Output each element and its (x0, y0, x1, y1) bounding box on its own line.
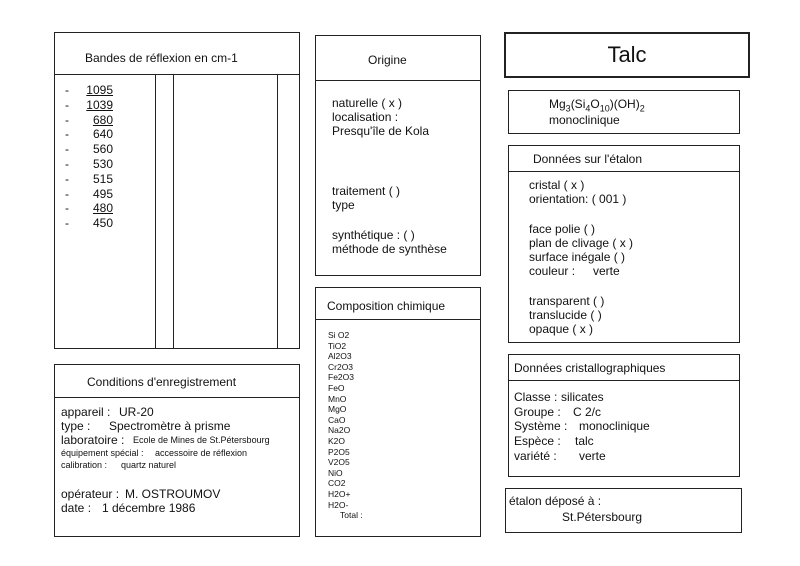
systeme-value: monoclinique (579, 419, 650, 433)
etalon-transparent: transparent ( ) (529, 294, 605, 308)
composition-item: Na2O (328, 425, 351, 436)
band-item (65, 157, 113, 172)
date-label: date : (61, 501, 92, 515)
band-item (65, 113, 113, 128)
band-item (65, 216, 113, 231)
composition-item: MgO (328, 404, 347, 415)
band-dash: - (65, 83, 69, 97)
band-item (65, 142, 113, 157)
origine-localisation-value: Presqu'île de Kola (332, 124, 430, 138)
bands-title: Bandes de réflexion en cm-1 (85, 51, 238, 65)
cristallo-panel (508, 354, 740, 477)
mineral-formula: $Mg_3(Si_4O_{10})(OH)_2$ (549, 97, 645, 114)
band-value: 480 (92, 201, 113, 216)
etalon-title: Données sur l'étalon (533, 152, 643, 166)
type-label: type : (61, 419, 91, 433)
composition-item: Si O2 (328, 330, 350, 340)
composition-title: Composition chimique (327, 299, 446, 313)
groupe-label: Groupe : (514, 405, 561, 419)
calibration-value: quartz naturel (121, 460, 177, 470)
composition-item: MnO (328, 393, 347, 404)
composition-item: FeO (328, 382, 345, 393)
calibration-label: calibration : (61, 460, 108, 470)
variete-label: variété : (514, 449, 557, 463)
laboratoire-value: Ecole de Mines de St.Pétersbourg (133, 435, 270, 445)
cristallo-header (509, 355, 739, 381)
composition-item: H2O+ (328, 488, 351, 499)
classe-label: Classe : (514, 390, 558, 404)
depot-box (505, 488, 742, 533)
groupe-value: C 2/c (573, 405, 602, 419)
bands-header (55, 33, 299, 75)
origine-header (316, 36, 480, 81)
band-value: 495 (92, 186, 113, 201)
origine-synthetique: synthétique : ( ) (332, 228, 415, 242)
band-item (65, 127, 113, 142)
mineral-system: monoclinique (549, 113, 620, 127)
column-divider (173, 75, 174, 348)
variete-value: verte (579, 449, 606, 463)
composition-item: P2O5 (328, 446, 350, 457)
etalon-header (509, 146, 739, 172)
band-value: 450 (92, 216, 113, 231)
etalon-cristal: cristal ( x ) (529, 178, 585, 192)
band-dash: - (65, 186, 69, 201)
composition-item: K2O (328, 435, 346, 446)
etalon-orientation: orientation: ( 001 ) (529, 192, 627, 206)
composition-list (328, 330, 363, 521)
systeme-label: Système : (514, 419, 568, 433)
classe-value: silicates (561, 390, 604, 404)
band-dash: - (65, 142, 69, 157)
depot-label: étalon déposé à : (509, 494, 602, 508)
band-item (65, 172, 113, 187)
band-dash: - (65, 201, 69, 216)
band-dash: - (65, 112, 69, 127)
composition-item: V2O5 (328, 457, 350, 468)
bands-list (65, 83, 113, 231)
origine-type: type (332, 198, 355, 212)
bands-panel (54, 32, 300, 349)
appareil-label: appareil : (61, 405, 111, 419)
origine-naturelle: naturelle ( x ) (332, 96, 403, 110)
band-item (65, 201, 113, 216)
composition-item: NiO (328, 467, 343, 478)
etalon-couleur-label: couleur : (529, 264, 576, 278)
date-value: 1 décembre 1986 (102, 501, 196, 515)
origine-traitement: traitement ( ) (332, 184, 401, 198)
etalon-plan-clivage: plan de clivage ( x ) (529, 236, 634, 250)
band-value: 530 (92, 156, 113, 171)
equipement-value: accessoire de réflexion (155, 448, 248, 458)
mineral-name-box (504, 32, 750, 78)
composition-item: H2O- (328, 499, 349, 510)
band-item (65, 83, 113, 98)
composition-panel (315, 287, 481, 537)
conditions-title: Conditions d'enregistrement (87, 375, 237, 389)
etalon-panel (508, 145, 740, 343)
etalon-surface-inegale: surface inégale ( ) (529, 250, 626, 264)
type-value: Spectromètre à prisme (109, 419, 231, 433)
operateur-label: opérateur : (61, 487, 120, 501)
etalon-opaque: opaque ( x ) (529, 322, 594, 336)
laboratoire-label: laboratoire : (61, 433, 125, 447)
composition-item: CO2 (328, 478, 346, 489)
origine-methode: méthode de synthèse (332, 242, 447, 256)
espece-label: Espèce : (514, 434, 561, 448)
band-value: 560 (92, 142, 113, 157)
composition-item: TiO2 (328, 340, 347, 351)
composition-item: Cr2O3 (328, 361, 354, 372)
origine-title: Origine (368, 53, 407, 67)
column-divider (277, 75, 278, 348)
origine-panel (315, 35, 481, 276)
band-dash: - (65, 97, 69, 112)
conditions-header (55, 365, 299, 398)
formula-box (508, 90, 740, 134)
equipement-label: équipement spécial : (61, 448, 144, 458)
band-item (65, 98, 113, 113)
origine-localisation-label: localisation : (332, 110, 399, 124)
composition-item: CaO (328, 414, 346, 425)
composition-header (316, 288, 480, 320)
band-dash: - (65, 156, 69, 171)
composition-total: Total : (340, 510, 363, 521)
espece-value: talc (575, 434, 594, 448)
band-value: 640 (92, 127, 113, 142)
depot-place: St.Pétersbourg (562, 510, 643, 524)
band-dash: - (65, 216, 69, 231)
band-value: 515 (92, 171, 113, 186)
band-value: 1039 (86, 97, 113, 112)
band-dash: - (65, 127, 69, 142)
etalon-couleur-value: verte (593, 264, 620, 278)
etalon-face-polie: face polie ( ) (529, 222, 596, 236)
band-item (65, 187, 113, 202)
band-dash: - (65, 171, 69, 186)
band-value: 680 (92, 112, 113, 127)
etalon-translucide: translucide ( ) (529, 308, 602, 322)
composition-item: Fe2O3 (328, 372, 354, 383)
column-divider (155, 75, 156, 348)
band-value: 1095 (86, 83, 113, 97)
cristallo-title: Données cristallographiques (514, 361, 666, 375)
mineral-name: Talc (607, 42, 647, 67)
conditions-panel (54, 364, 300, 537)
composition-item: Al2O3 (328, 351, 352, 362)
operateur-value: M. OSTROUMOV (125, 487, 221, 501)
appareil-value: UR-20 (119, 405, 154, 419)
